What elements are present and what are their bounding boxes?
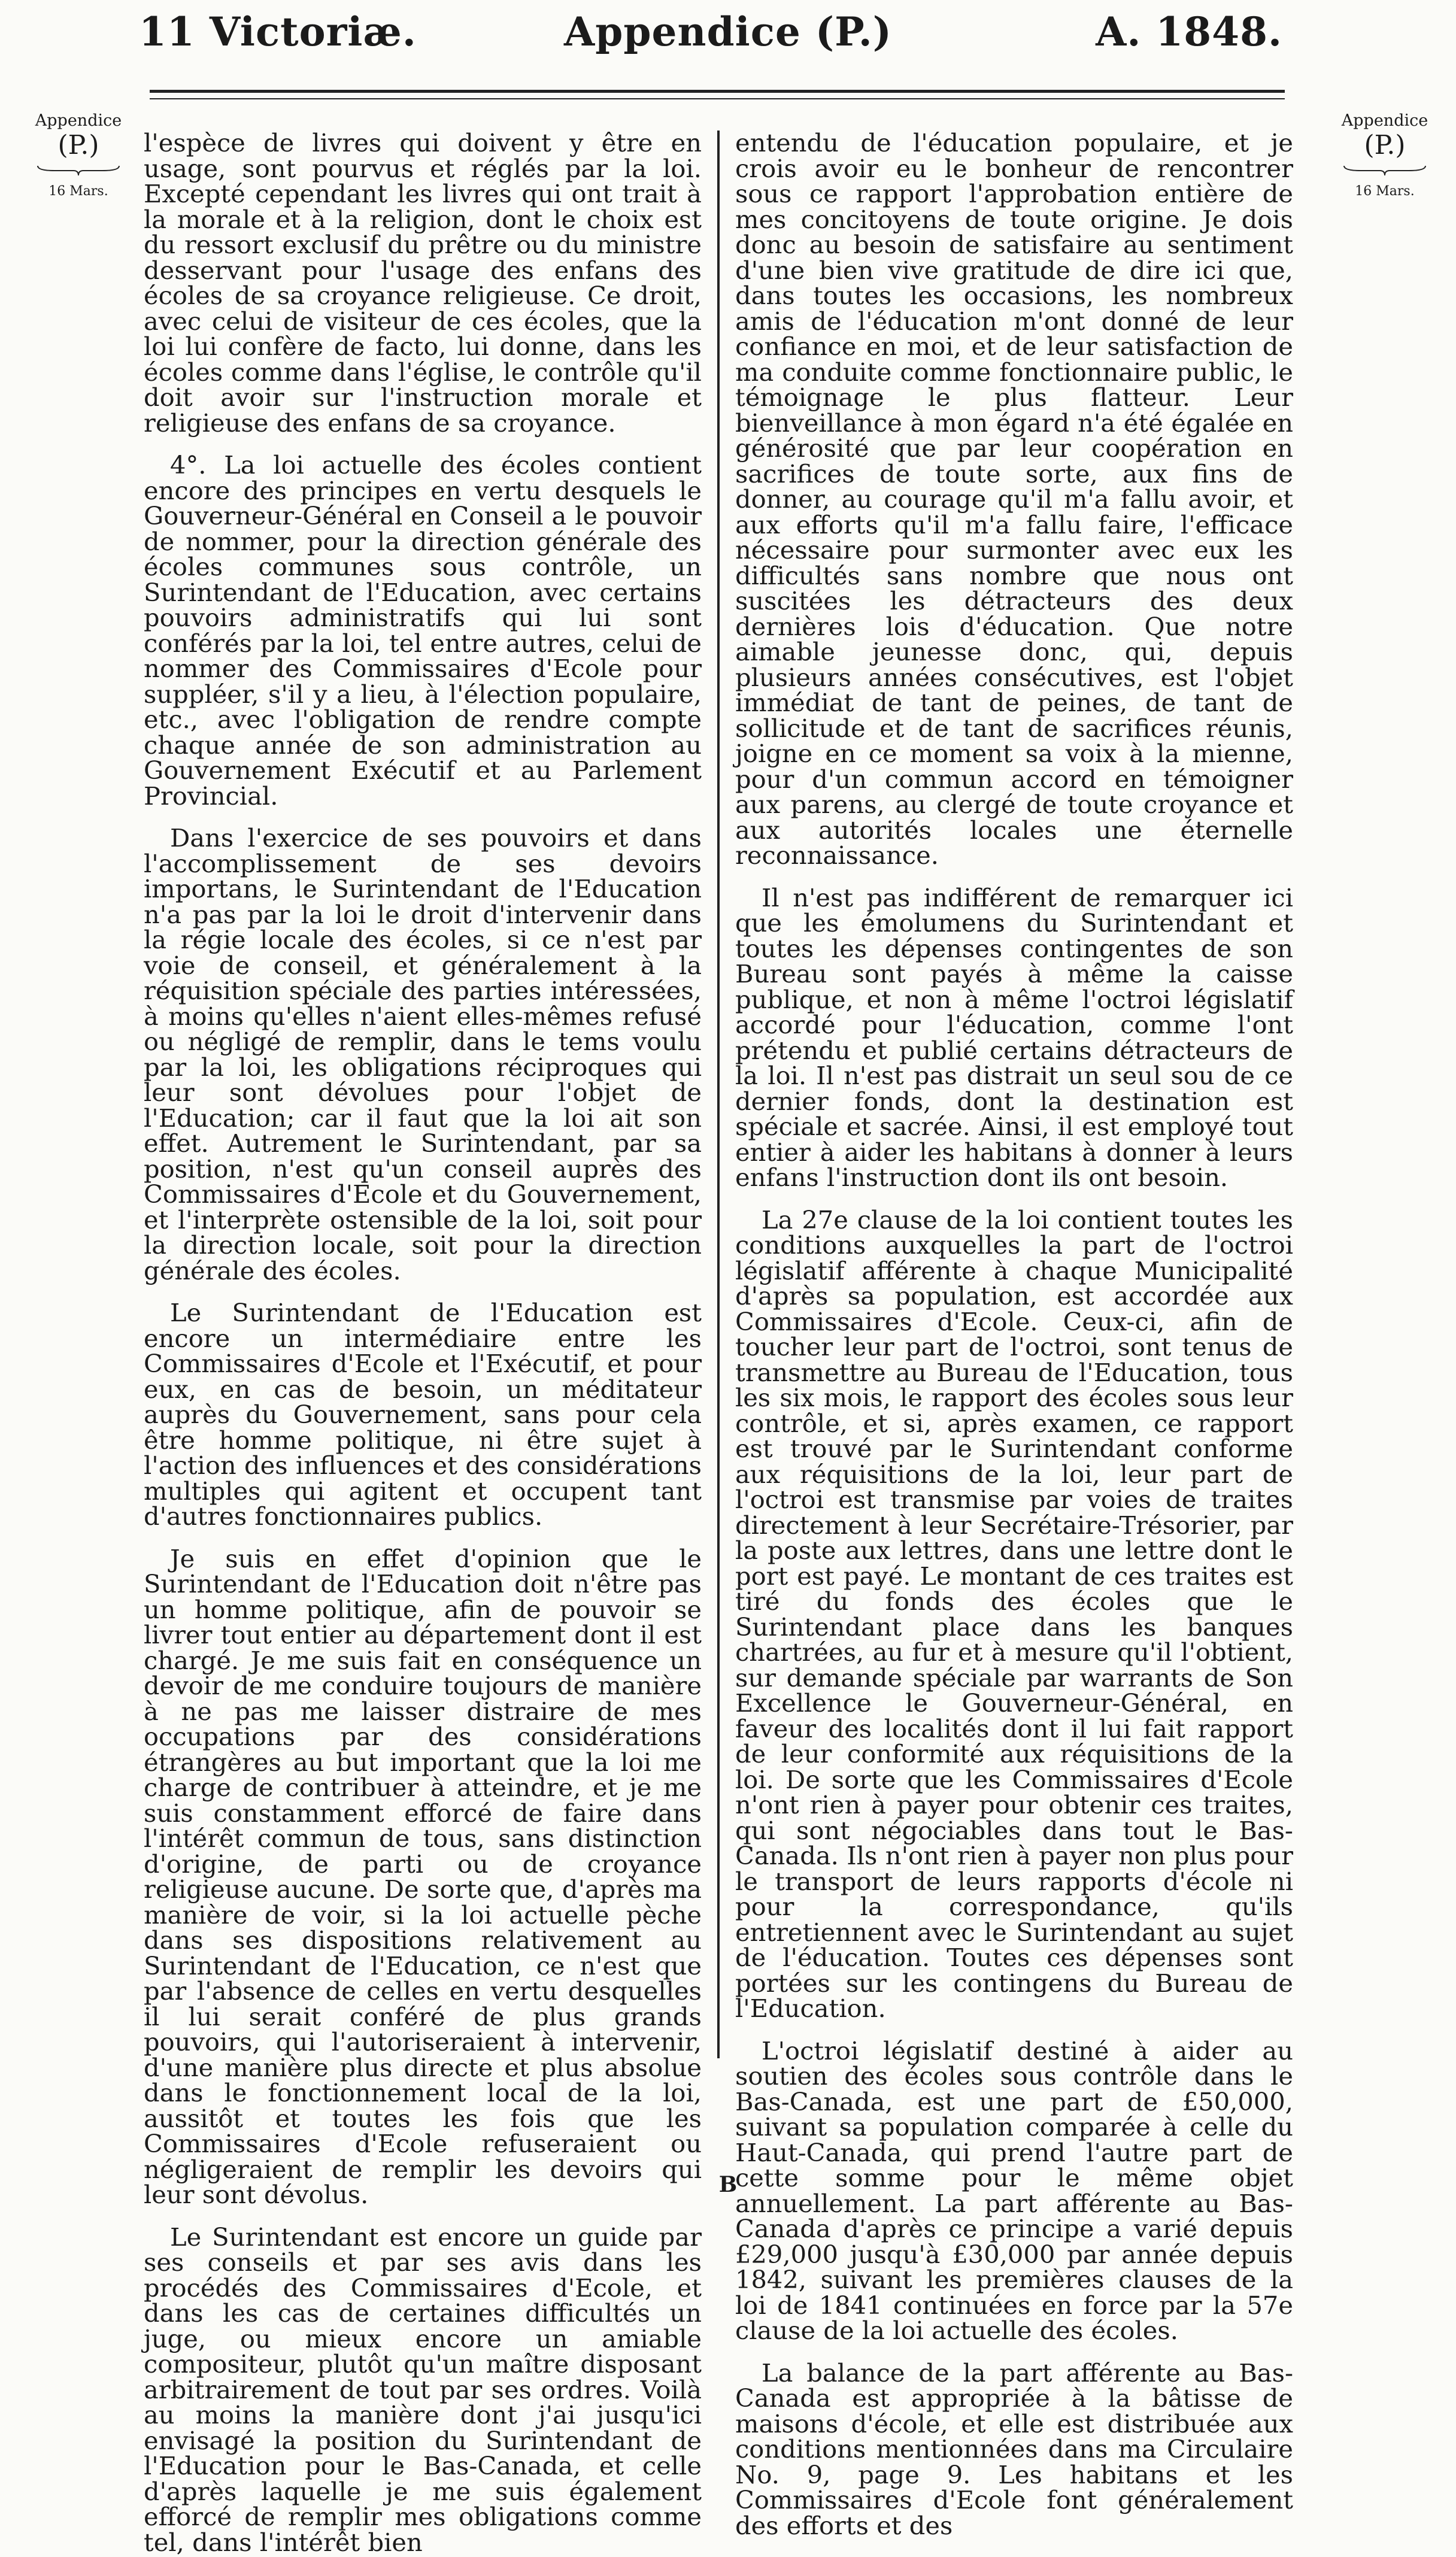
margin-note-date: 16 Mars. <box>1355 184 1415 199</box>
header-session: 11 Victoriæ. <box>139 8 417 55</box>
paragraph: 4°. La loi actuelle des écoles contient encore des principes en vertu desquels le Gouverneur-Général en Conseil a le pouvoir de nommer, pour la direction générale des écoles communes sous contrôle, un Surintendant de l'Education, avec certains pouvoirs administratifs qui lui sont conférés par la loi, tel entre autres, celui de nommer des Commissaires d'Ecole pour suppléer, s'il y a lieu, à l'élection populaire, etc., avec l'obligation de rendre compte chaque année de son administration au Gouvernement Exécutif et au Parlement Provincial. <box>144 450 702 811</box>
signature-mark: B <box>718 2172 738 2197</box>
right-column <box>735 128 1293 2540</box>
left-column <box>144 128 702 2557</box>
margin-note-right <box>1340 111 1430 199</box>
paragraph: Dans l'exercice de ses pouvoirs et dans l'accomplissement de ses devoirs importans, le Surintendant de l'Education n'a pas par la loi le droit d'intervenir dans la régie locale des écoles, si ce n'est par voie de conseil, et généralement à la réquisition spéciale des parties intéressées, à moins qu'elles n'aient elles-mêmes refusé ou négligé de remplir, dans le tems voulu par la loi, les obligations réciproques qui leur sont dévolues pour l'objet de l'Education; car il faut que la loi ait son effet. Autrement le Surintendant, par sa position, n'est qu'un conseil auprès des Commissaires d'Ecole et du Gouvernement, et l'interprète ostensible de la loi, soit pour la direction locale, soit pour la direction générale des écoles. <box>144 823 702 1285</box>
header-year: A. 1848. <box>1096 8 1282 55</box>
paragraph: Il n'est pas indifférent de remarquer ici que les émolumens du Surintendant et toutes les dépenses contingentes de son Bureau sont payés à même la caisse publique, et non à même l'octroi législatif accordé pour l'éducation, comme l'ont prétendu et publié certains détracteurs de la loi. Il n'est pas distrait un seul sou de ce dernier fonds, dont la destination est spéciale et sacrée. Ainsi, il est employé tout entier à aider les habitans à donner à leurs enfans l'instruction dont ils ont besoin. <box>735 882 1293 1192</box>
paragraph: Je suis en effet d'opinion que le Surintendant de l'Education doit n'être pas un homme politique, afin de pouvoir se livrer tout entier au département dont il est chargé. Je me suis fait en conséquence un devoir de me conduire toujours de manière à ne pas me laisser distraire de mes occupations par des considérations étrangères au but important que la loi me charge de contribuer à atteindre, et je me suis constamment efforcé de faire dans l'intérêt commun de tous, sans distinction d'origine, de parti ou de croyance religieuse aucune. De sorte que, d'après ma manière de voir, si la loi actuelle pèche dans ses dispositions relativement au Surintendant de l'Education, ce n'est que par l'absence de celles en vertu desquelles il lui serait conféré de plus grands pouvoirs, qui l'autoriseraient à intervenir, d'une manière plus directe et plus absolue dans le fonctionnement local de la loi, aussitôt et toutes les fois que les Commissaires d'Ecole refuseraient ou négligeraient de remplir les devoirs qui leur sont dévolus. <box>144 1543 702 2209</box>
brace-icon <box>1343 165 1427 177</box>
paragraph: l'espèce de livres qui doivent y être en usage, sont pourvus et réglés par la loi. Excepté cependant les livres qui ont trait à la morale et à la religion, dont le choix est du ressort exclusif du prêtre ou du ministre desservant pour l'usage des enfans des écoles de sa croyance religieuse. Ce droit, avec celui de visiteur de ces écoles, que la loi lui confère de facto, lui donne, dans les écoles comme dans l'église, le contrôle qu'il doit avoir sur l'instruction morale et religieuse des enfans de sa croyance. <box>144 128 702 438</box>
paragraph: entendu de l'éducation populaire, et je crois avoir eu le bonheur de rencontrer sous ce rapport l'approbation entière de mes concitoyens de toute origine. Je dois donc au besoin de satisfaire au sentiment d'une bien vive gratitude de dire ici que, dans toutes les occasions, les nombreux amis de l'éducation m'ont donné de leur confiance en moi, et de leur satisfaction de ma conduite comme fonctionnaire public, le témoignage le plus flatteur. Leur bienveillance à mon égard n'a été égalée en générosité que par leur coopération en sacrifices de toute sorte, aux fins de donner, au courage qu'il m'a fallu avoir, et aux efforts qu'il m'a fallu faire, l'efficace nécessaire pour surmonter avec eux les difficultés sans nombre que nous ont suscitées les détracteurs des deux dernières lois d'éducation. Que notre aimable jeunesse donc, qui, depuis plusieurs années consécutives, est l'objet immédiat de tant de peines, de tant de sollicitude et de tant de sacrifices réunis, joigne en ce moment sa voix à la mienne, pour d'un commun accord en témoigner aux parens, au clergé de toute croyance et aux autorités locales une éternelle reconnaissance. <box>735 128 1293 870</box>
brace-icon <box>37 165 120 177</box>
header-appendix-title: Appendice (P.) <box>564 8 892 55</box>
margin-note-letter: (P.) <box>57 130 99 160</box>
margin-note-left <box>34 111 123 199</box>
margin-note-date: 16 Mars. <box>48 184 108 199</box>
paragraph: L'octroi législatif destiné à aider au soutien des écoles sous contrôle dans le Bas-Canada, est une part de £50,000, suivant sa population comparée à celle du Haut-Canada, qui prend l'autre part de cette somme pour le même objet annuellement. La part afférente au Bas-Canada d'après ce principe a varié depuis £29,000 jusqu'à £30,000 par année depuis 1842, suivant les premières clauses de la loi de 1841 continuées en force par la 57e clause de la loi actuelle des écoles. <box>735 2036 1293 2345</box>
margin-note-title: Appendice <box>35 111 122 130</box>
margin-note-letter: (P.) <box>1364 130 1406 160</box>
column-divider <box>717 131 720 2058</box>
margin-note-title: Appendice <box>1341 111 1428 130</box>
header-rule-thin <box>150 98 1285 99</box>
paragraph: Le Surintendant de l'Education est encore un intermédiaire entre les Commissaires d'Ecole et l'Exécutif, et pour eux, en cas de besoin, un méditateur auprès du Gouvernement, sans pour cela être homme politique, ni être sujet à l'action des influences et des considérations multiples qui agitent et occupent tant d'autres fonctionnaires publics. <box>144 1298 702 1531</box>
paragraph: La 27e clause de la loi contient toutes les conditions auxquelles la part de l'octroi législatif afférente à chaque Municipalité d'après sa population, est accordée aux Commissaires d'Ecole. Ceux-ci, afin de toucher leur part de l'octroi, sont tenus de transmettre au Bureau de l'Education, tous les six mois, le rapport des écoles sous leur contrôle, et si, après examen, ce rapport est trouvé par le Surintendant conforme aux réquisitions de la loi, leur part de l'octroi est transmise par voies de traites directement à leur Secrétaire-Trésorier, par la poste aux lettres, dans une lettre dont le port est payé. Le montant de ces traites est tiré du fonds des écoles que le Surintendant place dans les banques chartrées, au fur et à mesure qu'il l'obtient, sur demande spéciale par warrants de Son Excellence le Gouverneur-Général, en faveur des localités dont il lui fait rapport de leur conformité aux réquisitions de la loi. De sorte que les Commissaires d'Ecole n'ont rien à payer pour obtenir ces traites, qui sont négociables dans tout le Bas-Canada. Ils n'ont rien à payer non plus pour le transport de leurs rapports d'école ni pour la correspondance, qu'ils entretiennent avec le Surintendant au sujet de l'éducation. Toutes ces dépenses sont portées sur les contingens du Bureau de l'Education. <box>735 1205 1293 2023</box>
header-rule-thick <box>150 90 1285 93</box>
paragraph: Le Surintendant est encore un guide par ses conseils et par ses avis dans les procédés des Commissaires d'Ecole, et dans les cas de certaines difficultés un juge, ou mieux encore un amiable compositeur, plutôt qu'un maître disposant arbitrairement de tout par ses ordres. Voilà au moins la manière dont j'ai jusqu'ici envisagé la position du Surintendant de l'Education pour le Bas-Canada, et celle d'après laquelle je me suis également efforcé de remplir mes obligations comme tel, dans l'intérêt bien <box>144 2222 702 2557</box>
paragraph: La balance de la part afférente au Bas-Canada est appropriée à la bâtisse de maisons d'école, et elle est distribuée aux conditions mentionnées dans ma Circulaire No. 9, page 9. Les habitans et les Commissaires d'Ecole font généralement des efforts et des <box>735 2358 1293 2540</box>
